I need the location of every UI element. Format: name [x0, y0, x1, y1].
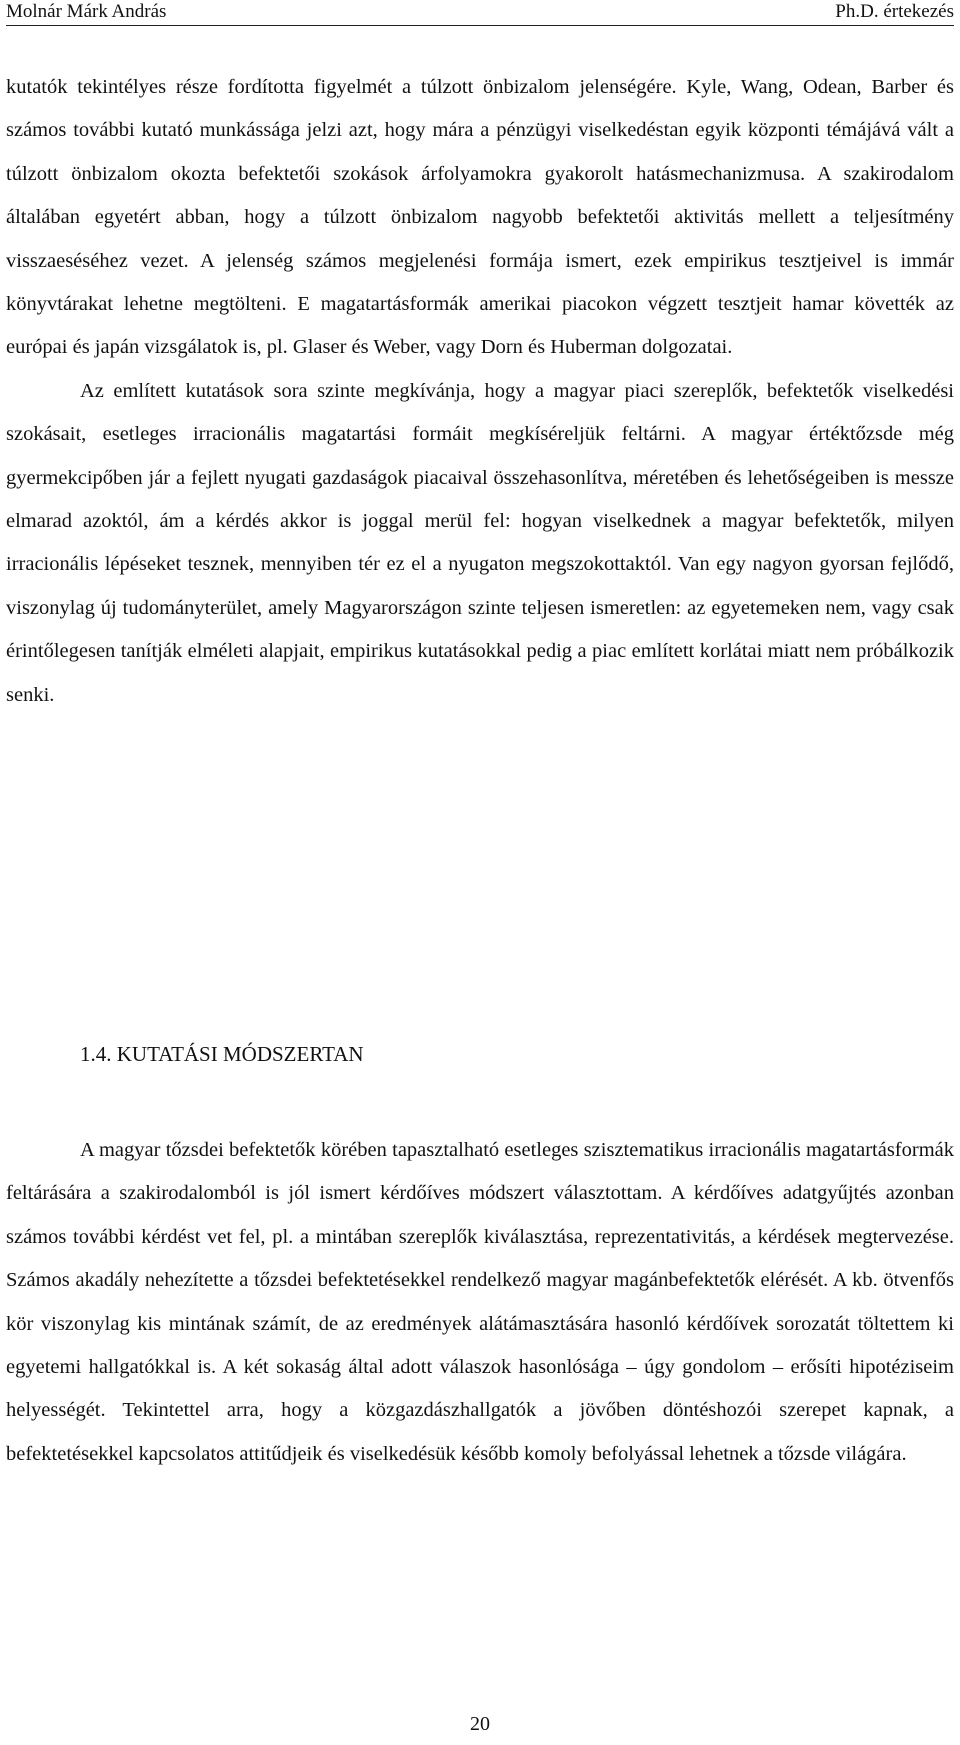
header-rule: [6, 25, 954, 26]
paragraph-continued: kutatók tekintélyes része fordította figyelmét a túlzott önbizalom jelenségére. Kyle, Wang, Odean, Barber és számos további kutató munkássága jelzi azt, hogy mára a pénzügyi viselkedéstan egyik központi témájává vált a túlzott önbizalom okozta befektetői szokások árfolyamokra gyakorolt hatásmechanizmusa. A szakirodalom általában egyetért abban, hogy a túlzott önbizalom nagyobb befektetői aktivitás mellett a teljesítmény visszaeséséhez vezet. A jelenség számos megjelenési formája ismert, ezek empirikus tesztjeivel is immár könyvtárakat lehetne megtölteni. E magatartásformák amerikai piacokon végzett tesztjeit hamar követték az európai és japán vizsgálatok is, pl. Glaser és Weber, vagy Dorn és Huberman dolgozatai.: [6, 76, 954, 359]
page-number: 20: [470, 1713, 490, 1735]
running-header: [6, 0, 954, 26]
header-doc-type: Ph.D. értekezés: [835, 1, 954, 22]
section-heading: 1.4. KUTATÁSI MÓDSZERTAN: [80, 1042, 364, 1066]
body-text: [6, 66, 954, 717]
header-author: Molnár Márk András: [6, 1, 167, 22]
paragraph: Az említett kutatások sora szinte megkívánja, hogy a magyar piaci szereplők, befektetők viselkedési szokásait, esetleges irracionális magatartási formáit megkíséreljük feltárni. A magyar értéktőzsde még gyermekcipőben jár a fejlett nyugati gazdaságok piacaival összehasonlítva, méretében és lehetőségeiben is messze elmarad azoktól, ám a kérdés akkor is joggal merül fel: hogyan viselkednek a magyar befektetők, milyen irracionális lépéseket tesznek, mennyiben tér ez el a nyugaton megszokottaktól. Van egy nagyon gyorsan fejlődő, viszonylag új tudományterület, amely Magyarországon szinte teljesen ismeretlen: az egyetemeken nem, vagy csak érintőlegesen tanítják elméleti alapjait, empirikus kutatásokkal pedig a piac említett korlátai miatt nem próbálkozik senki.: [6, 379, 954, 706]
section-body: [6, 1129, 954, 1476]
paragraph: A magyar tőzsdei befektetők körében tapasztalható esetleges szisztematikus irracionális magatartásformák feltárására a szakirodalomból is jól ismert kérdőíves módszert választottam. A kérdőíves adatgyűjtés azonban számos további kérdést vet fel, pl. a mintában szereplők kiválasztása, reprezentativitás, a kérdések megtervezése. Számos akadály nehezítette a tőzsdei befektetésekkel rendelkező magyar magánbefektetők elérését. A kb. ötvenfős kör viszonylag kis mintának számít, de az eredmények alátámasztására hasonló kérdőívek sorozatát töltettem ki egyetemi hallgatókkal is. A két sokaság által adott válaszok hasonlósága – úgy gondolom – erősíti hipotéziseim helyességét. Tekintettel arra, hogy a közgazdászhallgatók a jövőben döntéshozói szerepet kapnak, a befektetésekkel kapcsolatos attitűdjeik és viselkedésük később komoly befolyással lehetnek a tőzsde világára.: [6, 1139, 954, 1465]
